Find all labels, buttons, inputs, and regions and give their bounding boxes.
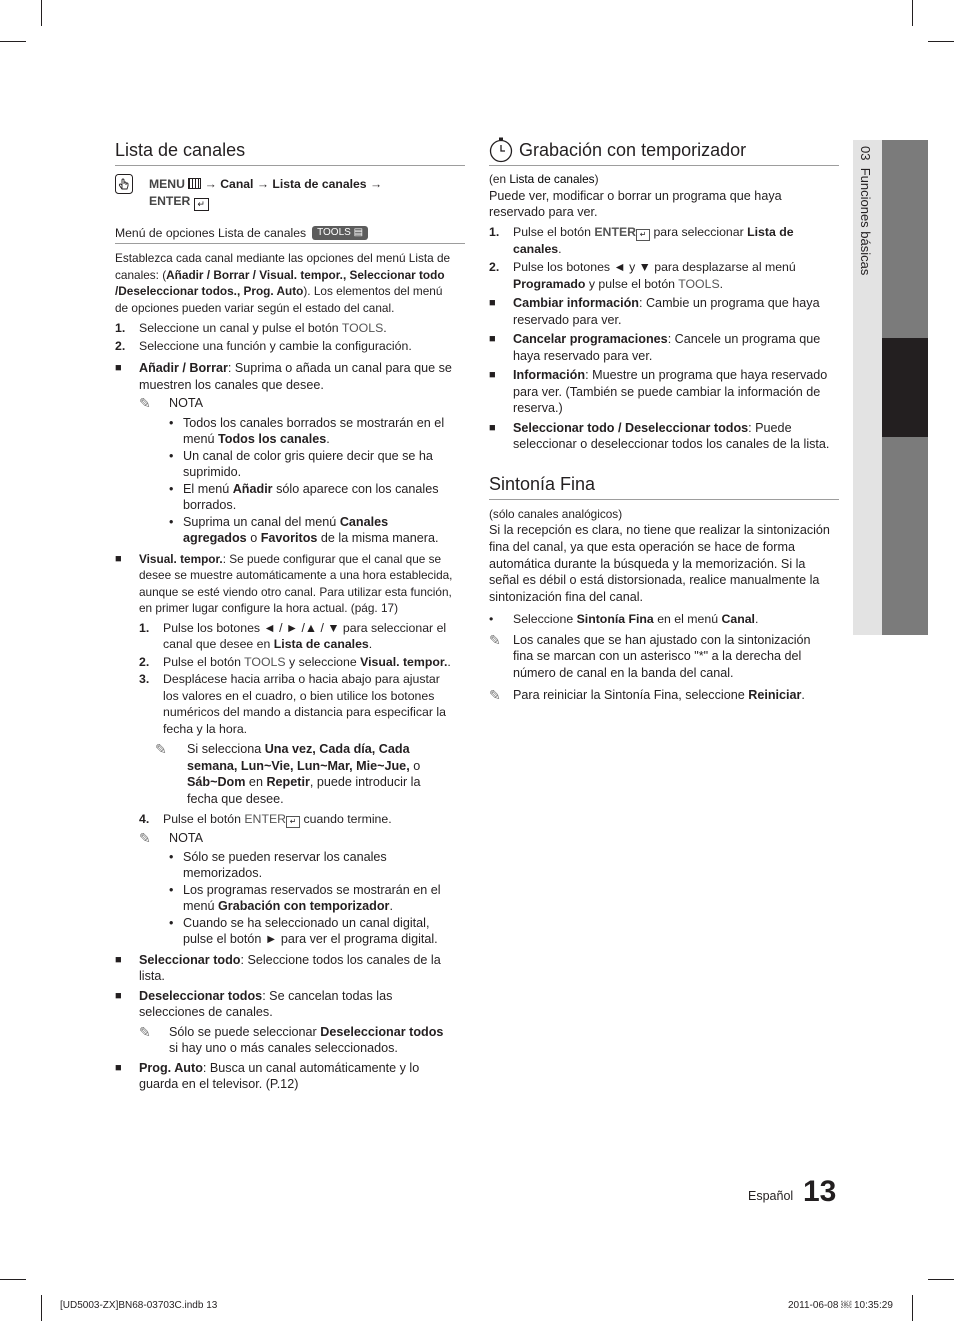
- dot-bullet: •: [169, 514, 174, 529]
- bullet-text: para ver. (También se puede cambiar la información de: [513, 384, 821, 399]
- note-bold: Canales: [339, 514, 389, 529]
- step-bold: Lista de: [747, 224, 794, 239]
- step-text: fecha y la hora.: [163, 721, 248, 736]
- note-text: si hay uno o más canales seleccionados.: [169, 1041, 398, 1056]
- note-bold: Reiniciar: [748, 688, 802, 703]
- step-text: Pulse el botón: [163, 654, 245, 669]
- step-text: Desplácese hacia arriba o hacia abajo para ajustar: [163, 672, 440, 687]
- note-text: Los programas reservados se mostrarán en el: [183, 882, 441, 897]
- note-text: Para reiniciar la Sintonía Fina, seleccione: [513, 688, 749, 703]
- chapter-label: [858, 146, 873, 275]
- note-heading: [139, 395, 465, 412]
- square-bullet-icon: ■: [115, 1061, 122, 1074]
- enter-label: ENTER: [244, 812, 287, 827]
- step-text: Pulse los botones ◄ y ▼ para desplazarse al menú: [513, 260, 796, 275]
- step-number: 3.: [139, 672, 150, 687]
- note-bold: Favoritos: [260, 531, 318, 546]
- in-channel-list: [489, 171, 839, 188]
- left-column: [115, 139, 465, 1093]
- note-text: Suprima un canal del menú: [183, 514, 340, 529]
- bullet-text: desee se muestre automáticamente a una hora establecida,: [139, 568, 453, 583]
- text: sintonización fina del canal.: [489, 589, 644, 604]
- bullet-text: : Cancele un programa que: [667, 332, 821, 347]
- note-text: pulse el botón ► para ver el programa digital.: [183, 932, 438, 947]
- intro-line: ). Los elementos del menú: [303, 284, 443, 299]
- dot-bullet: •: [169, 415, 174, 430]
- bullet-text: : Muestre un programa que haya reservado: [585, 368, 828, 383]
- note-text: Cuando se ha seleccionado un canal digital,: [183, 915, 430, 930]
- bullet-text: : Seleccione todos los canales de la: [240, 952, 441, 967]
- bullet-bold: Cambiar información: [513, 296, 639, 311]
- note-text: memorizados.: [183, 866, 263, 881]
- timer-step-2: [489, 259, 839, 292]
- fine-step: [489, 611, 839, 628]
- dot-bullet: •: [169, 915, 174, 930]
- note-text: menú: [183, 432, 219, 447]
- step-text: los valores en el cuadro, o bien utilice los botones: [163, 688, 435, 703]
- bullet-text: : Se cancelan todas las: [262, 988, 393, 1003]
- crop-mark: [41, 1295, 42, 1321]
- visual-note: [155, 741, 465, 807]
- note-item: [169, 514, 465, 547]
- visual-step-1: [139, 620, 465, 653]
- step-text: numéricos del mando a distancia para especificar la: [163, 705, 446, 720]
- intro-bold: /Deseleccionar todos., Prog. Auto: [115, 284, 304, 299]
- fine-note-1: [489, 632, 839, 682]
- crop-mark: [912, 0, 913, 26]
- bullet-text: reservado para ver.: [513, 312, 622, 327]
- pencil-icon: ✎: [139, 395, 151, 412]
- note-bold: Todos los canales: [218, 432, 327, 447]
- bullet-text: guarda en el televisor. (P.12): [139, 1077, 299, 1092]
- step-bold: canales: [513, 241, 559, 256]
- note-text: Sólo se pueden reservar los canales: [183, 849, 387, 864]
- intro-paragraph: [115, 250, 465, 316]
- crop-mark: [928, 41, 954, 42]
- bullet-bold: Seleccionar todo / Deseleccionar todos: [513, 420, 749, 435]
- chapter-tab: [882, 437, 928, 635]
- note-text: de la misma manera.: [317, 531, 439, 546]
- tools-label: TOOLS: [341, 321, 384, 336]
- bullet-information: [489, 367, 839, 417]
- chapter-tab: [882, 140, 928, 338]
- pencil-icon: ✎: [139, 830, 151, 847]
- enter-icon: ↵: [194, 198, 209, 211]
- square-bullet-icon: ■: [489, 369, 496, 382]
- step-text: .: [558, 241, 562, 256]
- step-bold: Sintonía Fina: [576, 612, 654, 627]
- note-text: en: [245, 775, 267, 790]
- bullet-deselect-all: [115, 988, 465, 1021]
- step-number: 1.: [139, 620, 150, 635]
- step-text: Seleccione una función y cambie la configuración.: [139, 338, 412, 353]
- note-text: Los canales que se han ajustado con la sintonización: [513, 632, 811, 647]
- chapter-number: 03: [858, 146, 873, 161]
- note-text: o: [246, 531, 261, 546]
- note-text: .: [389, 899, 393, 914]
- bullet-text: : Se puede configurar que el canal que se: [222, 551, 442, 566]
- bullet-bold: Seleccionar todo: [139, 952, 241, 967]
- step-2: [115, 338, 465, 355]
- intro-line: de opciones pueden variar según el estado del canal.: [115, 300, 395, 315]
- hand-icon: [115, 174, 133, 194]
- bullet-change-info: [489, 295, 839, 328]
- step-number: 2.: [139, 654, 150, 669]
- square-bullet-icon: ■: [115, 953, 122, 966]
- note-bold: Añadir: [232, 481, 273, 496]
- chapter-title: Funciones básicas: [858, 167, 873, 276]
- note-item: [169, 415, 465, 448]
- bullet-text: haya reservado para ver.: [513, 348, 653, 363]
- step-bold: Lista de canales: [273, 637, 369, 652]
- note-bold: Sáb~Dom: [187, 775, 246, 790]
- timer-intro: [489, 188, 839, 221]
- note-text: , puede introducir la: [309, 775, 421, 790]
- divider: [115, 165, 465, 166]
- bullet-select-all: [115, 952, 465, 985]
- text: señal es débil o está distorsionada, realice manualmente la: [489, 573, 820, 588]
- note-text: Sólo se puede seleccionar: [169, 1024, 321, 1039]
- step-text: Pulse el botón: [163, 812, 245, 827]
- step-text: en el menú: [653, 612, 722, 627]
- step-text: .: [447, 654, 451, 669]
- timer-title-row: [489, 137, 839, 163]
- bullet-bold: Añadir / Borrar: [139, 361, 228, 376]
- pencil-icon: ✎: [489, 687, 501, 704]
- text: reservado para ver.: [489, 205, 598, 220]
- note-item: [169, 448, 465, 481]
- step-number: 4.: [139, 812, 150, 827]
- note-text: sólo aparece con los canales: [272, 481, 439, 496]
- slug-file: [UD5003-ZX]BN68-03703C.indb 13: [60, 1300, 218, 1311]
- intro-line: Establezca cada canal mediante las opciones del menú Lista de: [115, 251, 451, 265]
- square-bullet-icon: ■: [489, 421, 496, 434]
- crop-mark: [928, 1279, 954, 1280]
- step-text: Seleccione un canal y pulse el botón: [139, 321, 342, 336]
- intro-bold: Añadir / Borrar / Visual. tempor., Seleccionar todo: [166, 267, 445, 282]
- step-bold: Canal: [721, 612, 755, 627]
- note-text: Un canal de color gris quiere decir que se ha: [183, 448, 433, 463]
- enter-label: ENTER: [149, 193, 191, 208]
- note-item: [169, 915, 465, 948]
- bullet-text: reserva.): [513, 401, 563, 416]
- options-subheading: [115, 226, 465, 244]
- dot-bullet: •: [169, 481, 174, 496]
- bullet-bold: Visual. tempor.: [139, 551, 223, 566]
- tools-label: TOOLS: [678, 276, 720, 291]
- step-text: Seleccione: [513, 612, 577, 627]
- note-text: Si selecciona: [187, 742, 265, 757]
- step-number: 1.: [115, 321, 126, 336]
- note-text: o: [409, 758, 421, 773]
- dot-bullet: •: [169, 849, 174, 864]
- pencil-icon: ✎: [139, 1023, 151, 1040]
- note-bold: Grabación con temporizador: [218, 899, 390, 914]
- timer-icon: [489, 137, 513, 163]
- note-bold: semana, Lun~Vie, Lun~Mar, Mie~Jue,: [187, 758, 410, 773]
- note-text: .: [326, 432, 330, 447]
- step-text: canal que desee en: [163, 637, 274, 652]
- step-number: 2.: [115, 338, 126, 353]
- text: Si la recepción es clara, no tiene que realizar la sintonización: [489, 523, 830, 538]
- step-text: y seleccione: [285, 654, 361, 669]
- step-number: 1.: [489, 224, 500, 239]
- bullet-text: muestren los canales que desee.: [139, 377, 324, 392]
- section-title-timer-recording: Grabación con temporizador: [519, 140, 747, 160]
- square-bullet-icon: ■: [115, 362, 122, 375]
- section-title-channel-list: Lista de canales: [115, 140, 246, 160]
- tools-badge-text: TOOLS: [317, 227, 351, 238]
- bullet-bold: Prog. Auto: [139, 1060, 203, 1075]
- note-text: suprimido.: [183, 465, 242, 480]
- bullet-cancel-schedule: [489, 331, 839, 364]
- bullet-select-deselect: [489, 420, 839, 453]
- text-strong: Lista de canales: [509, 172, 595, 186]
- fine-intro: [489, 522, 839, 605]
- text: fina del canal, ya que esta operación se hace de forma: [489, 539, 795, 554]
- step-text: Pulse el botón: [513, 224, 595, 239]
- text: ): [594, 172, 599, 186]
- note-bold: Repetir: [266, 775, 310, 790]
- square-bullet-icon: ■: [115, 989, 122, 1002]
- crop-mark: [0, 41, 26, 42]
- bullet-add-delete: [115, 360, 465, 393]
- bullet-bold: Cancelar programaciones: [513, 332, 668, 347]
- note-text: menú: [183, 899, 219, 914]
- menu-path: [115, 174, 465, 216]
- note-label: NOTA: [169, 396, 204, 411]
- step-text: .: [383, 321, 387, 336]
- step-text: para seleccionar: [650, 224, 748, 239]
- note-text: fina se marcan con un asterisco "*" a la derecha del: [513, 649, 802, 664]
- chapter-tab-active: [882, 338, 928, 437]
- analog-only: (sólo canales analógicos): [489, 506, 623, 521]
- note-item: [169, 882, 465, 915]
- enter-icon: ↵: [286, 816, 300, 828]
- options-subheading-text: Menú de opciones Lista de canales: [115, 226, 307, 240]
- step-bold: Visual. tempor.: [360, 654, 448, 669]
- dot-bullet: •: [169, 882, 174, 897]
- bullet-visual-timer: [115, 551, 465, 617]
- pencil-icon: ✎: [155, 741, 167, 758]
- text: Puede ver, modificar o borrar un programa que haya: [489, 188, 782, 203]
- note-bold: agregados: [183, 531, 247, 546]
- note-text: .: [801, 688, 805, 703]
- menu-path-mid: → Canal → Lista de canales →: [204, 177, 383, 191]
- visual-step-4: [139, 811, 465, 828]
- step-number: 2.: [489, 260, 500, 275]
- note-heading: [139, 830, 465, 847]
- timer-step-1: [489, 224, 839, 258]
- enter-icon: ↵: [636, 229, 650, 241]
- visual-step-3: [139, 671, 465, 737]
- section-title-fine-tune: Sintonía Fina: [489, 473, 596, 494]
- note-bold: Una vez, Cada día, Cada: [264, 742, 410, 757]
- visual-step-2: [139, 654, 465, 671]
- note-text: Todos los canales borrados se mostrarán en el: [183, 415, 445, 430]
- enter-label: ENTER: [594, 224, 637, 239]
- note-bold: Deseleccionar todos: [320, 1024, 444, 1039]
- menu-icon: [188, 178, 201, 189]
- step-text: Pulse los botones ◄ / ► /▲ / ▼ para seleccionar el: [163, 620, 447, 635]
- intro-line: canales: (: [115, 267, 167, 282]
- menu-path-text: [149, 176, 382, 211]
- bullet-text: : Busca un canal automáticamente y lo: [202, 1060, 420, 1075]
- divider: [489, 499, 839, 500]
- bullet-text: aunque se esté viendo otro canal. Para utilizar esta función,: [139, 584, 452, 599]
- step-1: [115, 320, 465, 337]
- deselect-note: [139, 1024, 465, 1057]
- tools-label: TOOLS: [244, 654, 286, 669]
- crop-mark: [41, 0, 42, 26]
- note-text: fecha que desee.: [187, 791, 284, 806]
- slug-date: 2011-06-08 ￼ 10:35:29: [788, 1300, 893, 1311]
- fine-note-2: [489, 687, 839, 704]
- note-text: número de canal en la banda del canal.: [513, 665, 734, 680]
- bullet-text: : Suprima o añada un canal para que se: [227, 361, 452, 376]
- note-text: El menú: [183, 481, 233, 496]
- text: automática durante la búsqueda y la memorización. Si la: [489, 556, 806, 571]
- bullet-prog-auto: [115, 1060, 465, 1093]
- page-number: 13: [803, 1175, 837, 1208]
- note-label: NOTA: [169, 831, 204, 846]
- crop-mark: [0, 1279, 26, 1280]
- bullet-text: lista.: [139, 969, 165, 984]
- step-text: cuando termine.: [300, 812, 392, 827]
- footer-language: Español: [748, 1189, 794, 1203]
- bullet-bold: Información: [513, 368, 586, 383]
- bullet-text: : Cambie un programa que haya: [638, 296, 820, 311]
- text: (en: [489, 172, 510, 186]
- step-text: .: [368, 637, 373, 652]
- dot-bullet: •: [489, 612, 494, 627]
- note-text: borrados.: [183, 498, 237, 513]
- bullet-bold: Deseleccionar todos: [139, 988, 263, 1003]
- bullet-text: selecciones de canales.: [139, 1005, 273, 1020]
- menu-label: MENU: [149, 177, 185, 191]
- square-bullet-icon: ■: [489, 297, 496, 310]
- right-column: [489, 137, 839, 704]
- divider: [489, 165, 839, 166]
- tools-badge: TOOLS ▤: [312, 226, 368, 240]
- bullet-text: seleccionar o deseleccionar todos los canales de la lista.: [513, 437, 830, 452]
- pencil-icon: ✎: [489, 631, 501, 648]
- step-bold: Programado: [513, 276, 586, 291]
- note-item: [169, 849, 465, 882]
- step-text: .: [754, 612, 759, 627]
- step-text: .: [719, 276, 724, 291]
- step-text: y pulse el botón: [585, 276, 679, 291]
- bullet-text: en primer lugar configure la hora actual. (pág. 17): [139, 601, 399, 616]
- square-bullet-icon: ■: [489, 333, 496, 346]
- crop-mark: [912, 1295, 913, 1321]
- dot-bullet: •: [169, 448, 174, 463]
- square-bullet-icon: ■: [115, 552, 122, 565]
- note-item: [169, 481, 465, 514]
- bullet-text: : Puede: [748, 420, 792, 435]
